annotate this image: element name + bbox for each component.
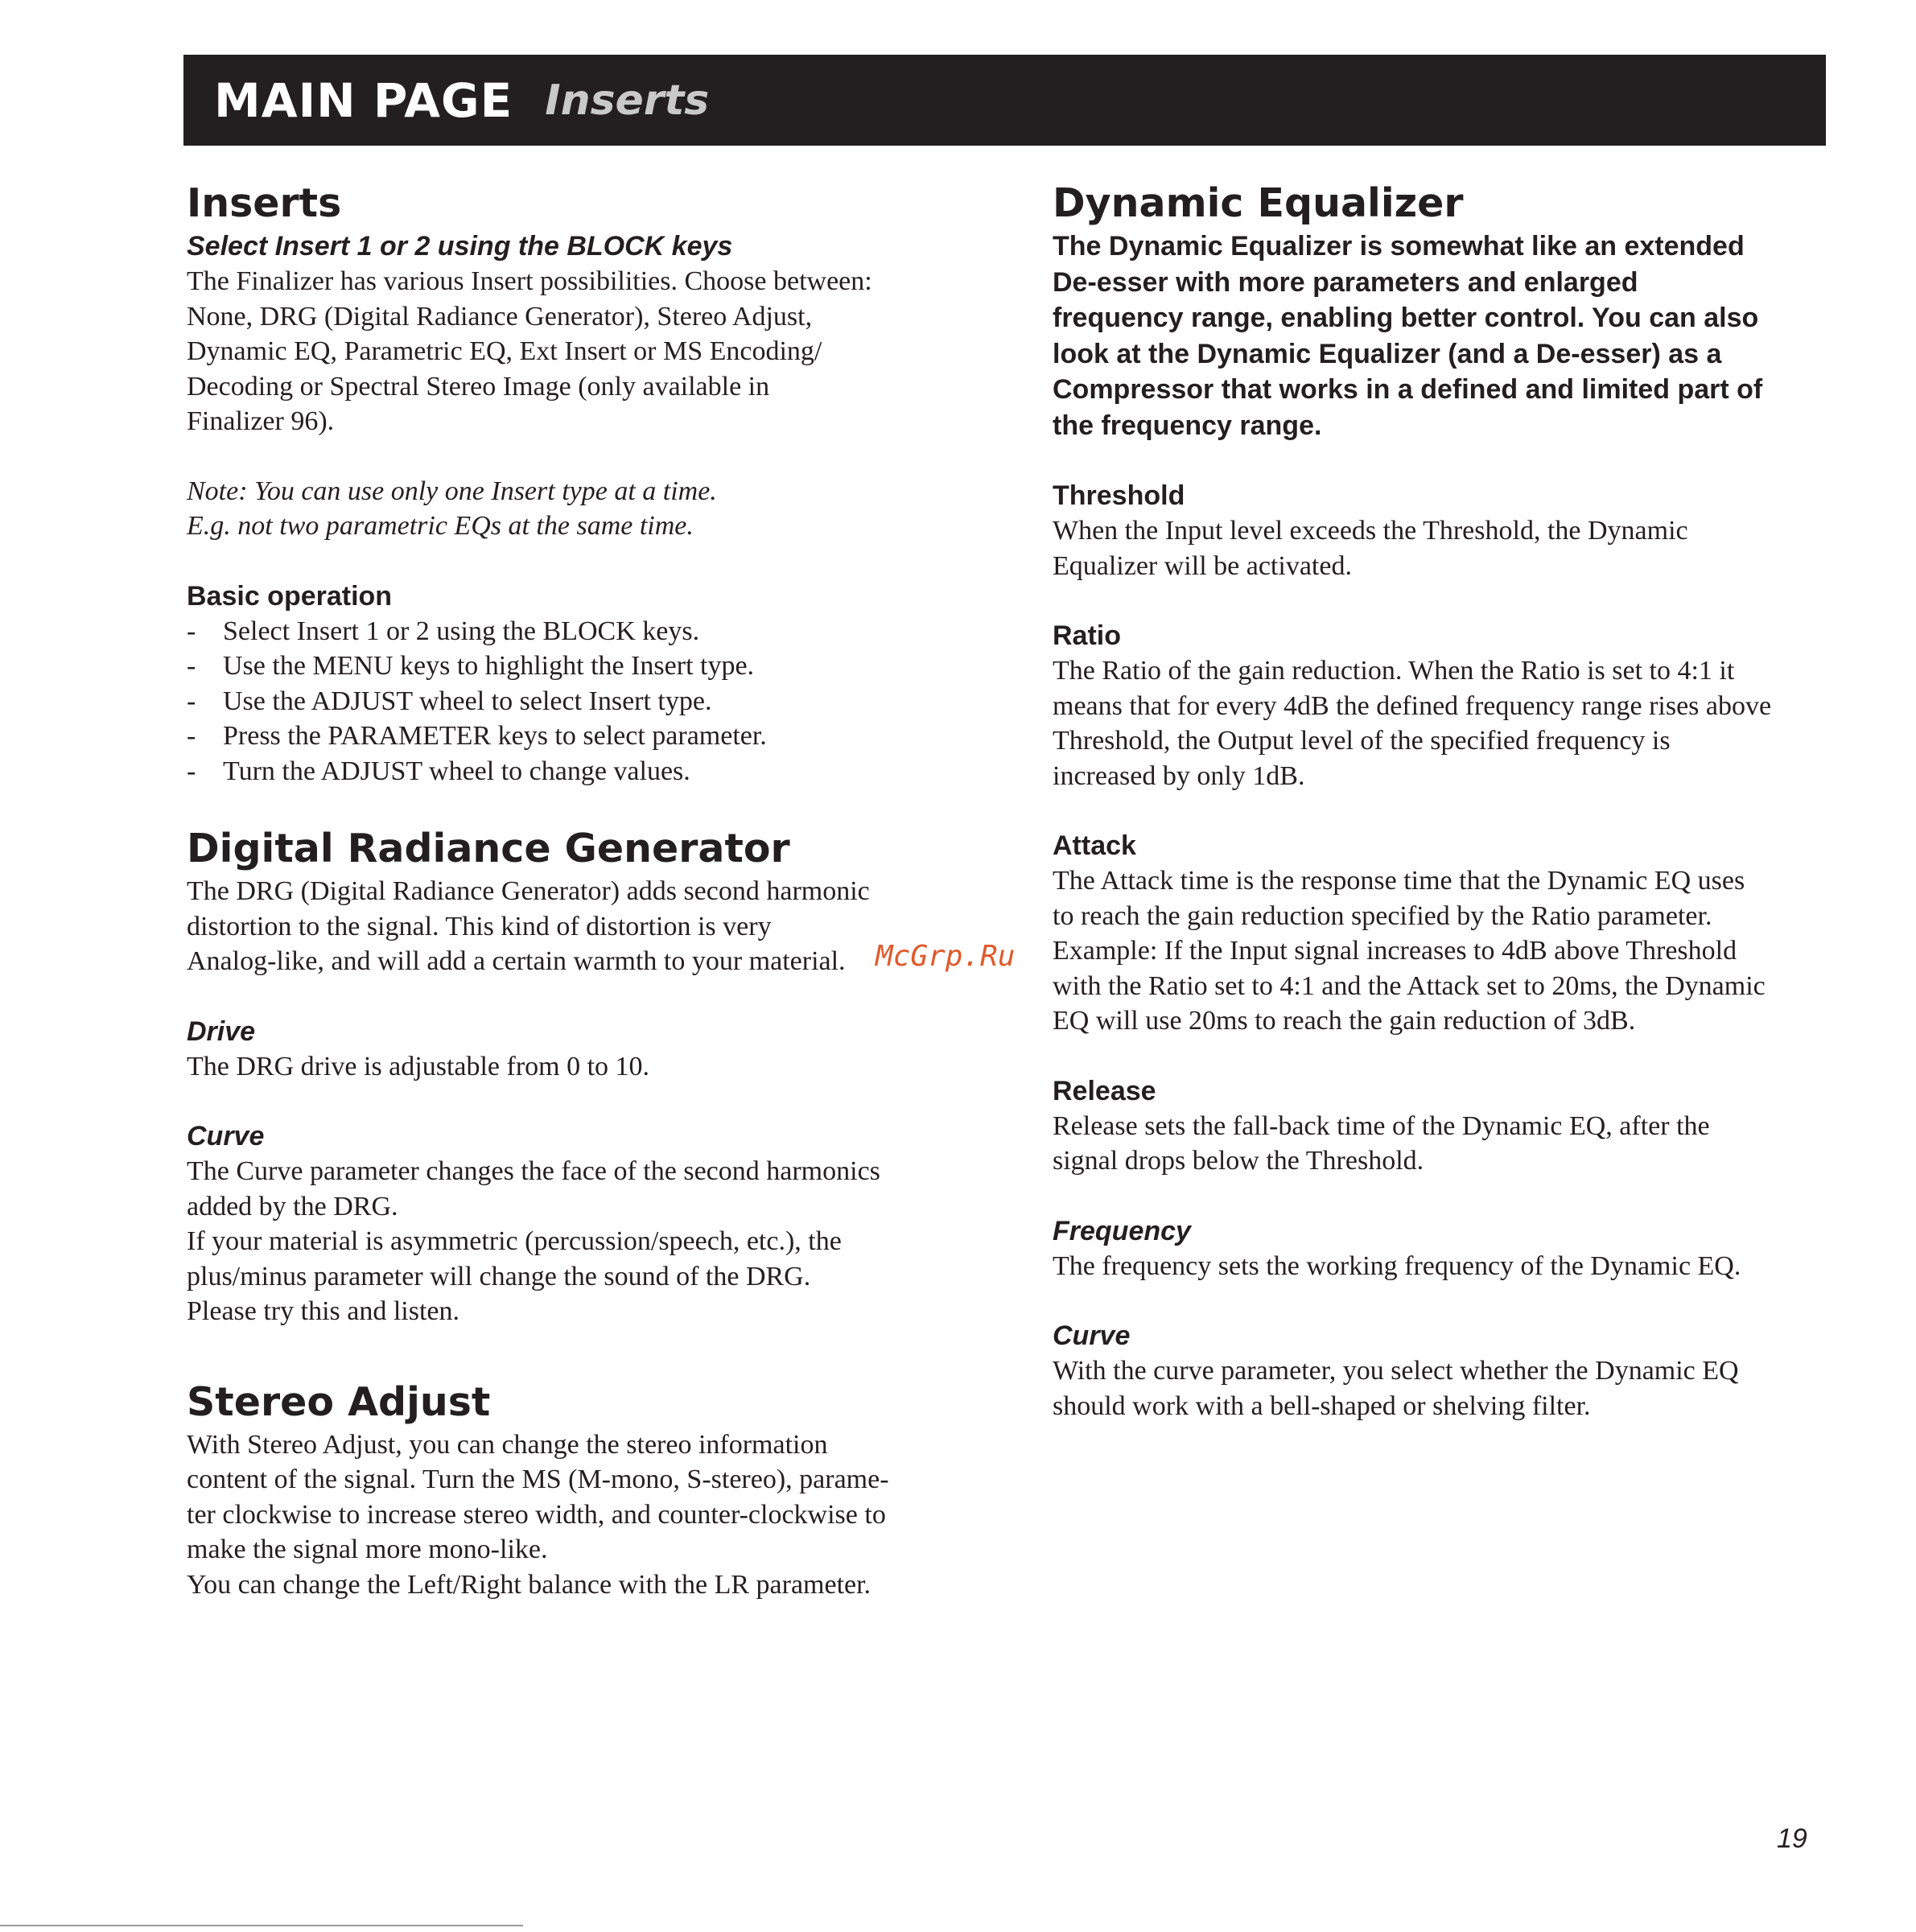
frequency-heading: Frequency bbox=[1053, 1215, 1191, 1246]
inserts-subheading: Select Insert 1 or 2 using the BLOCK keys bbox=[187, 231, 733, 262]
right-column bbox=[1053, 179, 1833, 1423]
text-line: distortion to the signal. This kind of distortion is very bbox=[187, 911, 772, 941]
text-line: signal drops below the Threshold. bbox=[1053, 1146, 1424, 1176]
left-column bbox=[187, 179, 951, 1602]
text-line: If your material is asymmetric (percussion/speech, etc.), the bbox=[187, 1226, 842, 1256]
basic-operation-heading: Basic operation bbox=[187, 580, 393, 612]
lead-line: look at the Dynamic Equalizer (and a De-esser) as a bbox=[1053, 338, 1722, 369]
page-header-bar bbox=[183, 55, 1826, 146]
header-title: MAIN PAGE bbox=[214, 72, 513, 128]
text-line: Equalizer will be activated. bbox=[1053, 550, 1352, 581]
list-item: - Use the MENU keys to highlight the Insert type. bbox=[187, 649, 951, 684]
text-line: EQ will use 20ms to reach the gain reduction of 3dB. bbox=[1053, 1006, 1636, 1036]
text-line: Decoding or Spectral Stereo Image (only available in bbox=[187, 371, 770, 402]
text-line: Example: If the Input signal increases to 4dB above Threshold bbox=[1053, 936, 1737, 966]
stereo-adjust-paragraph bbox=[187, 1427, 951, 1603]
drg-curve-paragraph bbox=[187, 1154, 951, 1329]
text-line: The Ratio of the gain reduction. When the Ratio is set to 4:1 it bbox=[1053, 656, 1735, 686]
drg-heading: Digital Radiance Generator bbox=[187, 826, 790, 871]
note-line: Note: You can use only one Insert type at a time. bbox=[187, 476, 717, 506]
text-line: with the Ratio set to 4:1 and the Attack set to 20ms, the Dynamic bbox=[1053, 970, 1766, 1001]
lead-line: De-esser with more parameters and enlarged bbox=[1053, 266, 1638, 298]
page-number: 19 bbox=[1777, 1823, 1807, 1854]
ratio-heading: Ratio bbox=[1053, 620, 1121, 651]
text-line: Analog-like, and will add a certain warmth to your material. bbox=[187, 946, 846, 976]
text-line: Please try this and listen. bbox=[187, 1296, 460, 1326]
release-heading: Release bbox=[1053, 1075, 1156, 1106]
text-line: to reach the gain reduction specified by the Ratio parameter. bbox=[1053, 900, 1712, 931]
text-line: The frequency sets the working frequency of the Dynamic EQ. bbox=[1053, 1250, 1741, 1281]
text-line: With the curve parameter, you select whether the Dynamic EQ bbox=[1053, 1356, 1739, 1386]
text-line: make the signal more mono-like. bbox=[187, 1534, 548, 1564]
dynamic-eq-lead bbox=[1053, 229, 1833, 443]
list-item: - Use the ADJUST wheel to select Insert type. bbox=[187, 684, 951, 719]
watermark: McGrp.Ru bbox=[876, 940, 1016, 973]
lead-line: frequency range, enabling better control. You can also bbox=[1053, 303, 1759, 333]
inserts-note bbox=[187, 474, 951, 544]
header-subtitle: Inserts bbox=[545, 76, 710, 125]
inserts-paragraph bbox=[187, 264, 951, 439]
text-line: means that for every 4dB the defined frequency range rises above bbox=[1053, 690, 1772, 721]
text-line: You can change the Left/Right balance with the LR parameter. bbox=[187, 1569, 871, 1600]
text-line: increased by only 1dB. bbox=[1053, 760, 1305, 791]
text-line: plus/minus parameter will change the sound of the DRG. bbox=[187, 1261, 811, 1291]
text-line: The Curve parameter changes the face of the second harmonics bbox=[187, 1156, 880, 1186]
text-line: Dynamic EQ, Parametric EQ, Ext Insert or MS Encoding/ bbox=[187, 336, 822, 366]
text-line: The Finalizer has various Insert possibilities. Choose between: bbox=[187, 266, 872, 296]
text-line: should work with a bell-shaped or shelving filter. bbox=[1053, 1390, 1591, 1421]
basic-operation-list bbox=[187, 614, 951, 789]
text-line: added by the DRG. bbox=[187, 1191, 398, 1221]
threshold-heading: Threshold bbox=[1053, 480, 1185, 511]
text-line: content of the signal. Turn the MS (M-mono, S-stereo), parame- bbox=[187, 1464, 889, 1494]
text-line: The DRG (Digital Radiance Generator) adds second harmonic bbox=[187, 876, 870, 906]
drg-paragraph bbox=[187, 874, 951, 979]
stereo-adjust-heading: Stereo Adjust bbox=[187, 1378, 491, 1425]
text-line: Finalizer 96). bbox=[187, 406, 335, 436]
drive-heading: Drive bbox=[187, 1015, 256, 1047]
footer-divider bbox=[0, 1925, 523, 1926]
dynamic-eq-heading: Dynamic Equalizer bbox=[1053, 180, 1464, 226]
text-line: ter clockwise to increase stereo width, and counter-clockwise to bbox=[187, 1499, 886, 1530]
lead-line: Compressor that works in a defined and limited part of bbox=[1053, 374, 1763, 405]
drive-text: The DRG drive is adjustable from 0 to 10. bbox=[187, 1051, 650, 1081]
text-line: Release sets the fall-back time of the Dynamic EQ, after the bbox=[1053, 1110, 1710, 1141]
deq-curve-heading: Curve bbox=[1053, 1320, 1131, 1351]
attack-heading: Attack bbox=[1053, 830, 1136, 861]
text-line: When the Input level exceeds the Threshold, the Dynamic bbox=[1053, 516, 1688, 546]
list-item: - Press the PARAMETER keys to select parameter. bbox=[187, 719, 951, 754]
list-item: - Turn the ADJUST wheel to change values. bbox=[187, 754, 951, 789]
lead-line: the frequency range. bbox=[1053, 410, 1322, 441]
inserts-heading: Inserts bbox=[187, 180, 342, 226]
drg-curve-heading: Curve bbox=[187, 1121, 265, 1151]
text-line: With Stereo Adjust, you can change the stereo information bbox=[187, 1429, 828, 1460]
text-line: None, DRG (Digital Radiance Generator), Stereo Adjust, bbox=[187, 301, 813, 332]
note-line: E.g. not two parametric EQs at the same time. bbox=[187, 511, 694, 541]
text-line: The Attack time is the response time that the Dynamic EQ uses bbox=[1053, 866, 1745, 896]
lead-line: The Dynamic Equalizer is somewhat like an extended bbox=[1053, 231, 1745, 262]
list-item: - Select Insert 1 or 2 using the BLOCK keys. bbox=[187, 614, 951, 649]
text-line: Threshold, the Output level of the specified frequency is bbox=[1053, 726, 1671, 756]
